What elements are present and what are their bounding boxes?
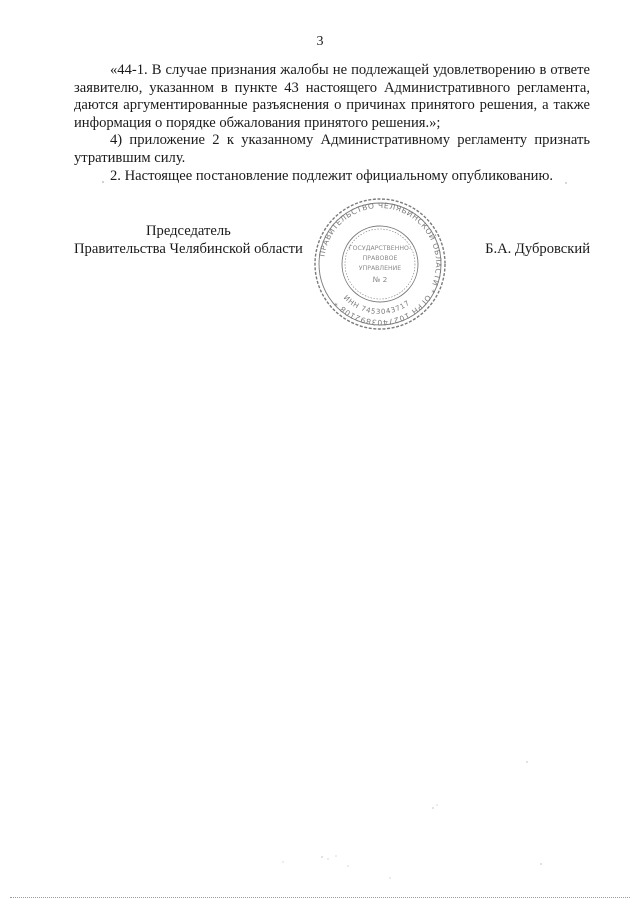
seal-center-line-4: № 2 bbox=[372, 275, 388, 284]
seal-center-line-1: ГОСУДАРСТВЕННО- bbox=[348, 245, 412, 252]
paragraph-item-4: 4) приложение 2 к указанному Административному регламенту признать утратившим силу. bbox=[74, 132, 590, 166]
body-text bbox=[74, 62, 590, 185]
page-number: 3 bbox=[316, 34, 324, 49]
signatory-title: Председатель bbox=[146, 223, 231, 239]
signatory-name: Б.А. Дубровский bbox=[485, 241, 590, 257]
seal-inner-ring bbox=[342, 226, 418, 302]
seal-inn-text-path: ИНН 7453043717 bbox=[341, 293, 412, 317]
seal-center-line-3: УПРАВЛЕНИЕ bbox=[358, 265, 402, 272]
paragraph-44-1: «44-1. В случае признания жалобы не подлежащей удовлетворению в ответе заявителю, указанном в пункте 43 настоящего Административного регламента, даются аргументированные разъяснения о причинах принятого решения, а также информация о порядке обжалования принятого решения.»; bbox=[74, 62, 590, 131]
seal-innermost-ring bbox=[345, 229, 415, 299]
scan-bottom-edge bbox=[10, 897, 630, 899]
paragraph-publication: 2. Настоящее постановление подлежит официальному опубликованию. bbox=[110, 167, 554, 184]
official-seal-stamp bbox=[312, 196, 448, 332]
signatory-organization: Правительства Челябинской области bbox=[74, 241, 303, 257]
seal-outer-text-path: ПРАВИТЕЛЬСТВО ЧЕЛЯБИНСКОЙ ОБЛАСТИ * ОГРН 1027403892108 * bbox=[317, 200, 444, 328]
seal-center-line-2: ПРАВОВОЕ bbox=[362, 255, 398, 262]
